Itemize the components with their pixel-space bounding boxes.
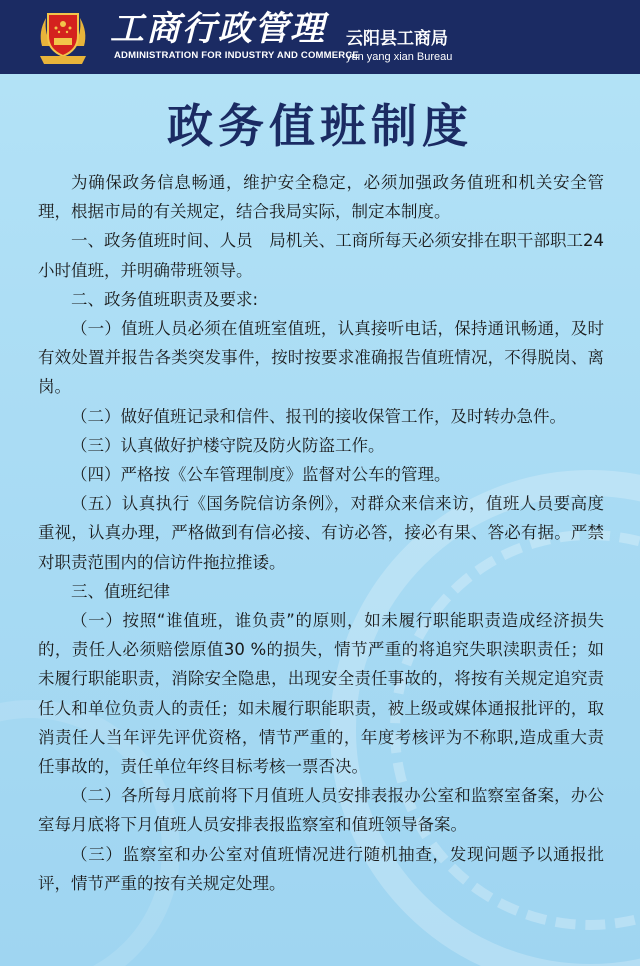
paragraph: （一）值班人员必须在值班室值班，认真接听电话，保持通讯畅通，及时有效处置并报告各类突发事件，按时按要求准确报告值班情况，不得脱岗、离岗。 [38, 319, 604, 397]
document-body [38, 168, 604, 898]
header-bar [0, 0, 640, 74]
header-subtitle: ADMINISTRATION FOR INDUSTRY AND COMMERCE [114, 50, 359, 61]
bureau-pinyin: yun yang xian Bureau [346, 51, 453, 63]
paragraph: 三、值班纪律 [71, 581, 170, 601]
paragraph: （三）认真做好护楼守院及防火防盗工作。 [71, 435, 385, 455]
document-title: 政务值班制度 [167, 99, 473, 153]
paragraph: （四）严格按《公车管理制度》监督对公车的管理。 [71, 465, 451, 485]
paragraph: 二、政务值班职责及要求: [71, 289, 259, 309]
paragraph: （一）按照“谁值班，谁负责”的原则，如未履行职能职责造成经济损失的，责任人必须赔偿原值30 %的损失，情节严重的将追究失职渎职责任；如未履行职能职责，消除安全隐患，出现安全责任事故的，将按有关规定追究责任人和单位负责人的责任；如未履行职能职责，被上级或媒体通报批评的，取消责任人当年评先评优资格，情节严重的，年度考核评为不称职,造成重大责任事故的，责任单位年终目标考核一票否决。 [38, 611, 604, 777]
paragraph: 为确保政务信息畅通，维护安全稳定，必须加强政务值班和机关安全管理，根据市局的有关规定，结合我局实际，制定本制度。 [38, 173, 604, 222]
industry-commerce-emblem-icon [32, 6, 94, 68]
paragraph: （五）认真执行《国务院信访条例》，对群众来信来访，值班人员要高度重视，认真办理，严格做到有信必接、有访必答，接必有果、答必有据。严禁对职责范围内的信访件拖拉推诿。 [38, 494, 604, 572]
header-title: 工商行政管理 [110, 9, 326, 49]
paragraph: （二）做好值班记录和信件、报刊的接收保管工作，及时转办急件。 [71, 406, 566, 426]
paragraph: （二）各所每月底前将下月值班人员安排表报办公室和监察室备案，办公室每月底将下月值班人员安排表报监察室和值班领导备案。 [38, 786, 604, 835]
paragraph: 一、政务值班时间、人员 局机关、工商所每天必须安排在职干部职工24小时值班，并明确带班领导。 [38, 231, 604, 280]
paragraph: （三）监察室和办公室对值班情况进行随机抽查，发现问题予以通报批评，情节严重的按有关规定处理。 [38, 844, 604, 893]
bureau-name: 云阳县工商局 [346, 29, 448, 49]
